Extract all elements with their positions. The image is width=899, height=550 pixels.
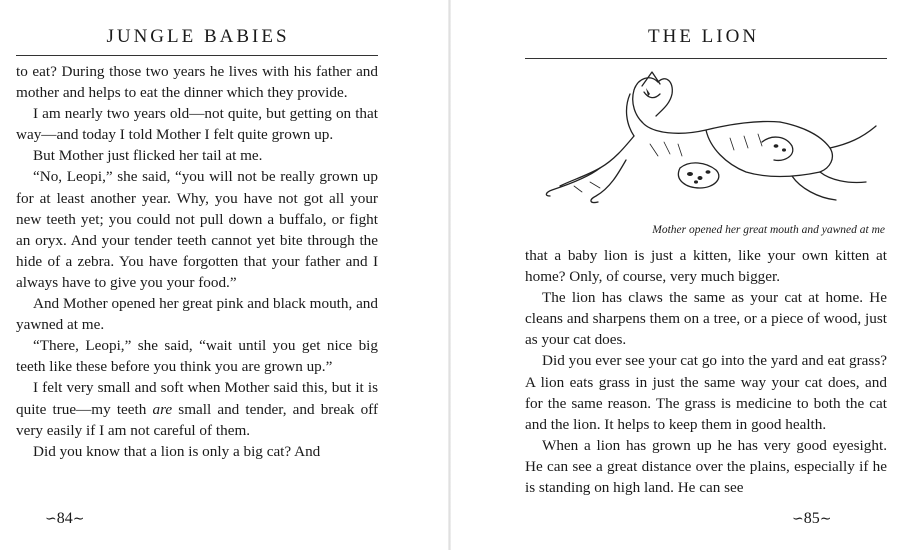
right-page: [450, 0, 899, 550]
right-page-number: [792, 510, 831, 528]
folio-swash-right: ∼: [72, 512, 85, 527]
illustration-caption: Mother opened her great mouth and yawned at me: [652, 224, 885, 236]
left-page-number: [45, 510, 84, 528]
left-paragraph-8: Did you know that a lion is only a big cat? And: [33, 442, 321, 460]
left-paragraph-7: [16, 377, 378, 440]
left-paragraph-6: “There, Leopi,” she said, “wait until you get nice big teeth like these before you think you are grown up.”: [16, 337, 378, 376]
right-folio-number: 85: [803, 510, 820, 527]
left-paragraph-4: “No, Leopi,” she said, “you will not be really grown up for at least another year. Why, you have not got all your new teeth yet; you could not pull down a buffalo, or fight an oryx. And your tender teeth cannot yet bite through the hide of a zebra. You have forgotten that your father and I always have to give you your food.”: [16, 168, 378, 291]
right-paragraph-3: Did you ever see your cat go into the yard and eat grass? A lion eats grass in just the same way your cat does, and for the same reason. The grass is medicine to both the cat and the lion. It helps to keep them in good health.: [525, 352, 887, 433]
right-body-text: [525, 245, 887, 498]
left-page: [0, 0, 449, 550]
right-paragraph-4: When a lion has grown up he has very good eyesight. He can see a great distance over the plains, especially if he is standing on high land. He can see: [525, 436, 887, 497]
right-header-rule: [525, 58, 887, 59]
left-header-rule: [16, 55, 378, 56]
right-running-head: THE LION: [648, 26, 760, 47]
left-paragraph-7-end: small and tender, and break off very easily if I am not careful of them.: [16, 400, 378, 439]
yawning-lioness-illustration: [530, 64, 885, 224]
right-paragraph-1: that a baby lion is just a kitten, like your own kitten at home? Only, of course, very much bigger.: [525, 247, 887, 286]
left-paragraph-7-start: I felt very small and soft when Mother said this, but it is quite true—my teeth: [16, 379, 378, 418]
left-body-text: [16, 61, 378, 462]
left-paragraph-3: But Mother just flicked her tail at me.: [33, 147, 263, 165]
left-paragraph-7-emphasis: are: [152, 400, 173, 418]
folio-swash-left: ∽: [45, 512, 57, 527]
folio-swash-left: ∽: [792, 512, 804, 527]
folio-swash-right: ∼: [819, 512, 832, 527]
left-paragraph-2: I am nearly two years old—not quite, but getting on that way—and today I told Mother I felt quite grown up.: [16, 105, 378, 144]
left-paragraph-5: And Mother opened her great pink and black mouth, and yawned at me.: [16, 295, 378, 334]
right-paragraph-2: The lion has claws the same as your cat at home. He cleans and sharpens them on a tree, or a piece of wood, just as your cat does.: [525, 289, 887, 349]
left-folio-number: 84: [56, 510, 73, 527]
left-paragraph-1: to eat? During those two years he lives with his father and mother and helps to eat the dinner which they provide.: [16, 63, 378, 102]
left-running-head: JUNGLE BABIES: [106, 26, 290, 47]
